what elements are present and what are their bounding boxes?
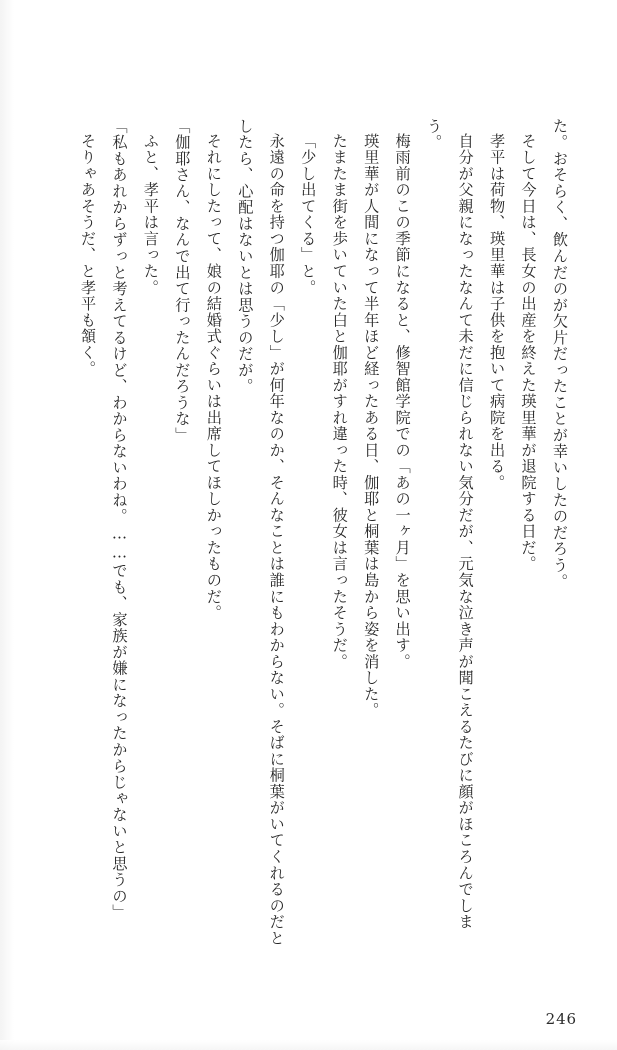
paragraph: 「伽耶さん、なんで出て行ったんだろうな」	[173, 118, 192, 444]
paragraph: 「少し出てくる」と。	[299, 133, 318, 296]
page-edge-shadow-bottom	[0, 1040, 617, 1050]
paragraph: そりゃあそうだ、と孝平も頷く。	[78, 133, 97, 378]
paragraph: ふと、孝平は言った。	[141, 133, 160, 296]
paragraph: 梅雨前のこの季節になると、修智館学院での「あの一ヶ月」を思い出す。	[393, 133, 412, 670]
paragraph: 自分が父親になったなんて未だに信じられない気分だが、元気な泣き声が聞こえるたびに顔がほころんでしまう。	[425, 118, 475, 931]
paragraph: 孝平は荷物、瑛里華は子供を抱いて病院を出る。	[488, 133, 507, 491]
paragraph: 瑛里華が人間になって半年ほど経ったある日、伽耶と桐葉は島から姿を消した。	[362, 133, 381, 719]
paragraph: それにしたって、娘の結婚式ぐらいは出席してほしかったものだ。	[204, 133, 223, 622]
paragraph: そして今日は、長女の出産を終えた瑛里華が退院する日だ。	[519, 133, 538, 573]
page-body-text	[55, 118, 575, 948]
paragraph: 「私もあれからずっと考えてるけど、わからないわね。……でも、家族が嫌になったからじゃないと思うの」	[110, 118, 129, 921]
paragraph: 永遠の命を持つ伽耶の「少し」が何年なのか、そんなことは誰にもわからない。そばに桐葉がいてくれるのだとしたら、心配はないとは思うのだが。	[236, 118, 286, 947]
page-edge-shadow-left	[0, 0, 14, 1050]
page-number: 246	[545, 1010, 577, 1028]
paragraph: たまたま街を歩いていた白と伽耶がすれ違った時、彼女は言ったそうだ。	[330, 133, 349, 670]
paragraph: た。おそらく、飲んだのが欠片だったことが幸いしたのだろう。	[551, 118, 569, 590]
